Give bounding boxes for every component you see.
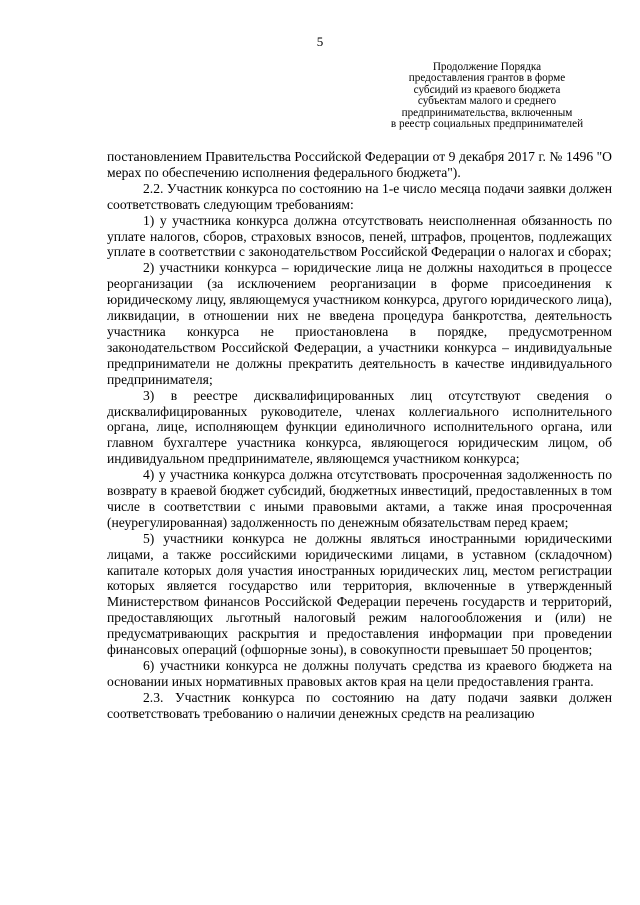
list-item-requirement-3: 3) в реестре дисквалифицированных лиц отсутствуют сведения о дисквалифицированных руководителе, членах коллегиального исполнительного органа, лице, исполняющем функции единоличного исполнительного органа, или главном бухгалтере участника конкурса, являющегося юридическим лицом, об индивидуальном предпринимателе, являющемся участником конкурса;	[107, 387, 612, 467]
paragraph-section-2-3: 2.3. Участник конкурса по состоянию на дату подачи заявки должен соответствовать требованию о наличии денежных средств на реализацию	[107, 689, 612, 721]
document-body	[107, 149, 612, 722]
header-note-line: в реестр социальных предпринимателей	[390, 118, 584, 131]
header-note-line: предпринимательства, включенным	[401, 106, 573, 119]
list-item-requirement-1: 1) у участника конкурса должна отсутствовать неисполненная обязанность по уплате налогов, сборов, страховых взносов, пеней, штрафов, процентов, подлежащих уплате в соответствии с законодательством Российской Федерации о налогах и сборах;	[107, 212, 612, 260]
list-item-requirement-4: 4) у участника конкурса должна отсутствовать просроченная задолженность по возврату в краевой бюджет субсидий, бюджетных инвестиций, предоставленных в том числе в соответствии с иными правовыми актами, а также иная просроченная (неурегулированная) задолженность по денежным обязательствам перед краем;	[107, 467, 612, 530]
list-item-requirement-6: 6) участники конкурса не должны получать средства из краевого бюджета на основании иных нормативных правовых актов края на цели предоставления гранта.	[107, 658, 612, 689]
header-note	[362, 62, 612, 130]
paragraph-continuation: постановлением Правительства Российской Федерации от 9 декабря 2017 г. № 1496 "О мерах по обеспечению исполнения федерального бюджета").	[107, 149, 612, 180]
header-note-line: субъектам малого и среднего	[417, 95, 557, 108]
header-note-line: субсидий из краевого бюджета	[413, 83, 561, 96]
page-number: 5	[316, 34, 324, 49]
header-note-line: Продолжение Порядка	[432, 61, 542, 73]
paragraph-section-2-2: 2.2. Участник конкурса по состоянию на 1-е число месяца подачи заявки должен соответствовать следующим требованиям:	[107, 180, 612, 212]
list-item-requirement-5: 5) участники конкурса не должны являться иностранными юридическими лицами, а также российскими юридическими лицами, в уставном (складочном) капитале которых доля участия иностранных юридических лиц, местом регистрации которых является государство или территория, включенные в утвержденный Министерством финансов Российской Федерации перечень государств и территорий, предоставляющих льготный налоговый режим налогообложения и (или) не предусматривающих раскрытия и предоставления информации при проведении финансовых операций (офшорные зоны), в совокупности превышает 50 процентов;	[107, 530, 612, 658]
header-note-line: предоставления грантов в форме	[408, 72, 566, 85]
list-item-requirement-2: 2) участники конкурса – юридические лица не должны находиться в процессе реорганизации (за исключением реорганизации в форме присоединения к юридическому лицу, являющемуся участником конкурса, другого юридического лица), ликвидации, в отношении них не введена процедура банкротства, деятельность участника конкурса не приостановлена в порядке, предусмотренном законодательством Российской Федерации, а участники конкурса – индивидуальные предприниматели не должны прекратить деятельность в качестве индивидуального предпринимателя;	[107, 260, 612, 387]
